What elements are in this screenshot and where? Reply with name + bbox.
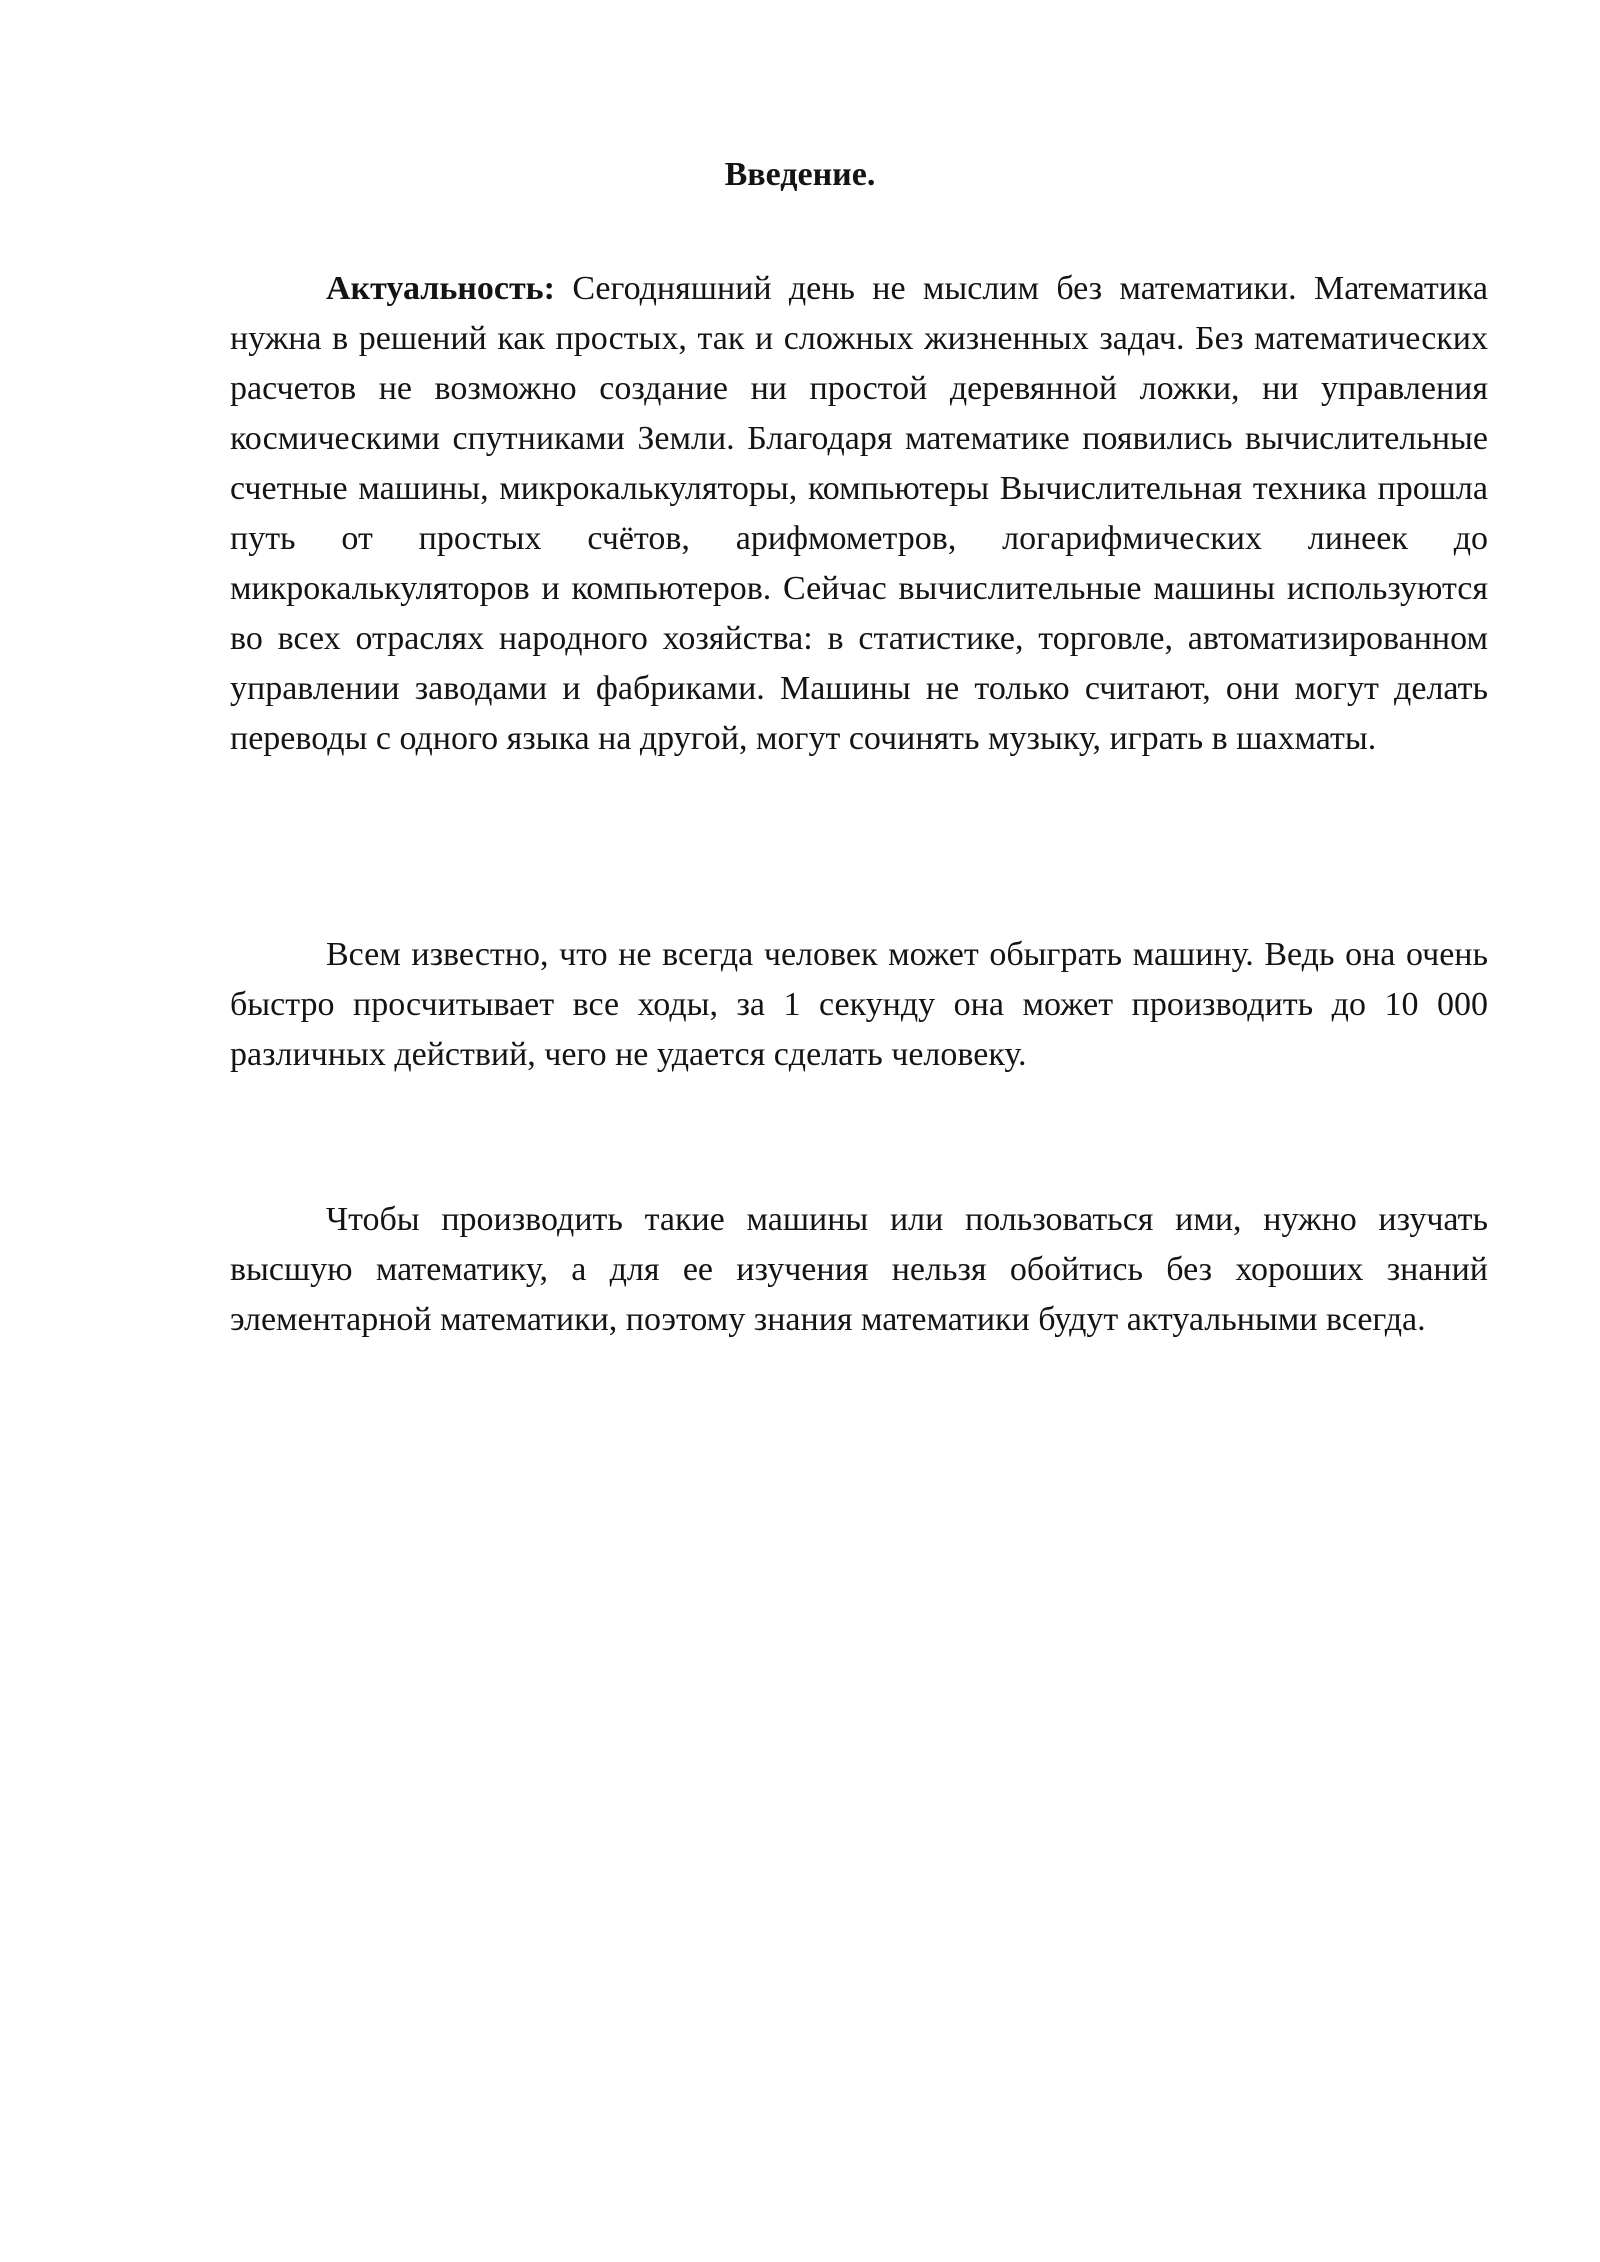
paragraph-relevance	[230, 264, 1488, 764]
paragraph-machines: Всем известно, что не всегда человек может обыграть машину. Ведь она очень быстро просчитывает все ходы, за 1 секунду она может производить до 10 000 различных действий, чего не удается сделать человеку.	[230, 936, 1488, 1073]
paragraph-text-relevance: Сегодняшний день не мыслим без математики. Математика нужна в решений как простых, так и сложных жизненных задач. Без математических расчетов не возможно создание ни простой деревянной ложки, ни управления космическими спутниками Земли. Благодаря математике появились вычислительные счетные машины, микрокалькуляторы, компьютеры Вычислительная техника прошла путь от простых счётов, арифмометров, логарифмических линеек до микрокалькуляторов и компьютеров. Сейчас вычислительные машины используются во всех отраслях народного хозяйства: в статистике, торговле, автоматизированном управлении заводами и фабриками. Машины не только считают, они могут делать переводы с одного языка на другой, могут сочинять музыку, играть в шахматы.	[230, 270, 1488, 757]
paragraph-conclusion: Чтобы производить такие машины или пользоваться ими, нужно изучать высшую математику, а для ее изучения нельзя обойтись без хороших знаний элементарной математики, поэтому знания математики будут актуальными всегда.	[230, 1201, 1488, 1338]
paragraph-lead-relevance: Актуальность:	[326, 270, 555, 307]
document-title: Введение.	[724, 156, 876, 193]
